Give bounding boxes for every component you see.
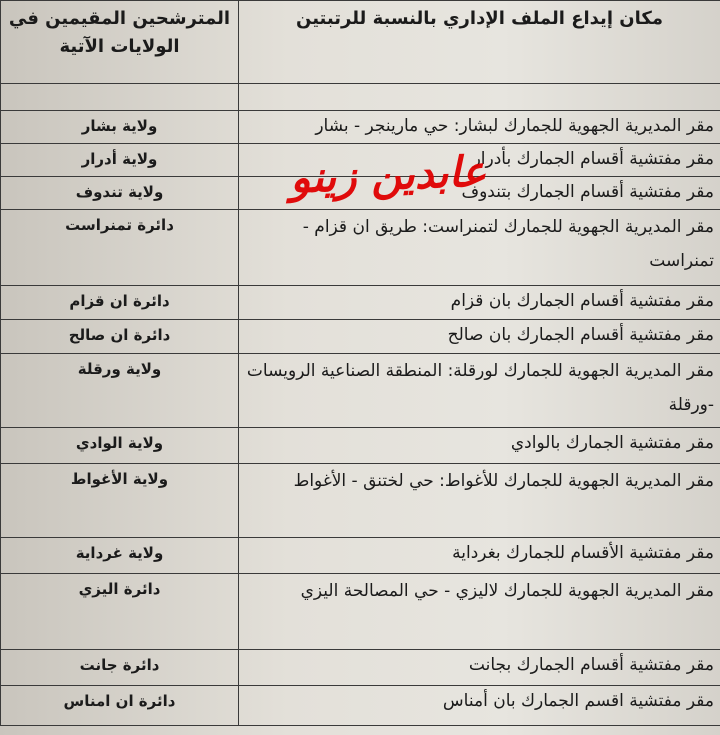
place-cell: مقر مفتشية أقسام الجمارك بان صالح — [239, 320, 720, 354]
place-cell: مقر مفتشية أقسام الجمارك بجانت — [239, 650, 720, 686]
place-cell: مقر المديرية الجهوية للجمارك لبشار: حي مارينجر - بشار — [239, 111, 720, 144]
place-cell: مقر مفتشية اقسم الجمارك بان أمناس — [239, 686, 720, 726]
place-cell: مقر المديرية الجهوية للجمارك لاليزي - حي المصالحة اليزي — [239, 574, 720, 650]
place-cell: مقر مفتشية أقسام الجمارك بتندوف — [239, 177, 720, 210]
place-column-header: مكان إيداع الملف الإداري بالنسبة للرتبتين — [239, 1, 720, 84]
spacer-row — [1, 84, 720, 111]
place-cell: مقر مفتشية أقسام الجمارك بأدرار — [239, 144, 720, 177]
table-row — [1, 574, 720, 650]
region-cell: دائرة ان صالح — [1, 320, 239, 354]
table-row — [1, 354, 720, 428]
table-row — [1, 464, 720, 538]
region-cell: دائرة جانت — [1, 650, 239, 686]
place-cell: مقر المديرية الجهوية للجمارك للأغواط: حي لختنق - الأغواط — [239, 464, 720, 538]
table-row — [1, 286, 720, 320]
region-cell: ولاية الوادي — [1, 428, 239, 464]
table-row — [1, 428, 720, 464]
region-cell: دائرة اليزي — [1, 574, 239, 650]
table-row — [1, 686, 720, 726]
region-cell: دائرة تمنراست — [1, 210, 239, 286]
region-column-header: المترشحين المقيمين في الولايات الآتية — [1, 1, 239, 84]
handwritten-watermark: عابدين زينو — [289, 146, 488, 203]
table-row — [1, 320, 720, 354]
region-cell: ولاية الأغواط — [1, 464, 239, 538]
place-cell: مقر مفتشية الأقسام للجمارك بغرداية — [239, 538, 720, 574]
table-row — [1, 538, 720, 574]
region-cell: ولاية غرداية — [1, 538, 239, 574]
region-cell: ولاية أدرار — [1, 144, 239, 177]
table-row — [1, 650, 720, 686]
region-cell: دائرة ان قزام — [1, 286, 239, 320]
table-row — [1, 111, 720, 144]
region-cell: ولاية ورقلة — [1, 354, 239, 428]
table-header-row — [1, 1, 720, 84]
place-cell: مقر مفتشية الجمارك بالوادي — [239, 428, 720, 464]
table-row — [1, 210, 720, 286]
region-cell: ولاية بشار — [1, 111, 239, 144]
place-cell: مقر المديرية الجهوية للجمارك لتمنراست: طريق ان قزام - تمنراست — [239, 210, 720, 286]
place-cell: مقر المديرية الجهوية للجمارك لورقلة: المنطقة الصناعية الرويسات -ورقلة — [239, 354, 720, 428]
region-cell: ولاية تندوف — [1, 177, 239, 210]
place-cell: مقر مفتشية أقسام الجمارك بان قزام — [239, 286, 720, 320]
region-cell: دائرة ان امناس — [1, 686, 239, 726]
